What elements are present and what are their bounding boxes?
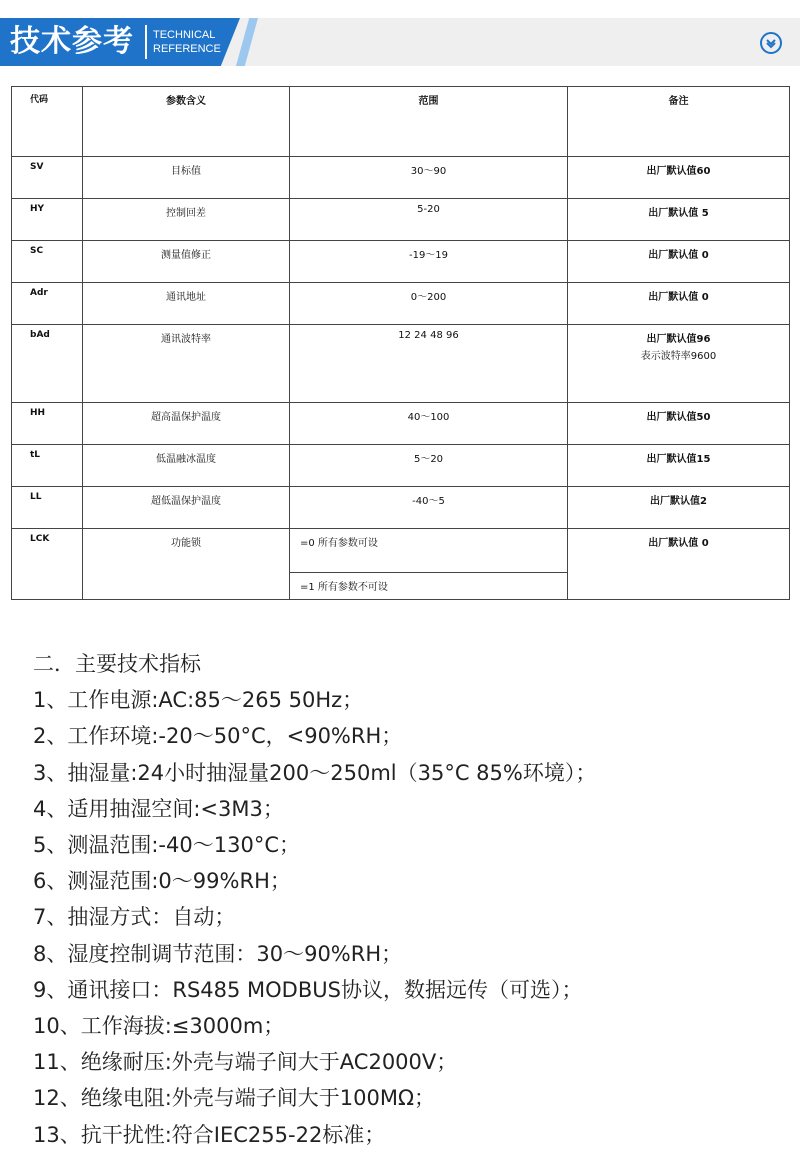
cell-code: HH	[12, 403, 83, 445]
cell-note: 出厂默认值 0	[568, 283, 790, 325]
header-note: 备注	[568, 87, 790, 157]
table-row	[12, 403, 790, 445]
technical-specifications	[33, 646, 793, 1153]
spec-item: 11、绝缘耐压:外壳与端子间大于AC2000V；	[33, 1050, 458, 1075]
table-row	[12, 199, 790, 241]
table-row	[12, 157, 790, 199]
cell-code: SC	[12, 241, 83, 283]
spec-item: 10、工作海拔:≤3000m；	[33, 1014, 285, 1039]
cell-note: 出厂默认值 0	[568, 241, 790, 283]
cell-meaning: 目标值	[83, 157, 290, 199]
cell-range: 5～20	[290, 445, 568, 487]
cell-meaning: 超高温保护温度	[83, 403, 290, 445]
table-row	[12, 487, 790, 529]
cell-meaning: 功能锁	[83, 529, 290, 600]
spec-item: 7、抽湿方式：自动；	[33, 905, 236, 930]
cell-range: -19～19	[290, 241, 568, 283]
cell-note: 出厂默认值60	[568, 157, 790, 199]
cell-note: 出厂默认值 0	[568, 529, 790, 600]
cell-range: =0 所有参数可设	[290, 529, 568, 573]
cell-note: 出厂默认值50	[568, 403, 790, 445]
section-title: 技术参考	[10, 24, 134, 59]
spec-item: 6、测湿范围:0～99%RH；	[33, 869, 291, 894]
header-code: 代码	[12, 87, 83, 157]
cell-code: bAd	[12, 325, 83, 403]
spec-item: 2、工作环境:-20～50°C，<90%RH；	[33, 724, 403, 749]
title-divider	[145, 25, 147, 59]
spec-item: 4、适用抽湿空间:<3M3；	[33, 796, 284, 821]
cell-code: LCK	[12, 529, 83, 600]
cell-code: HY	[12, 199, 83, 241]
cell-meaning: 低温融冰温度	[83, 445, 290, 487]
cell-range: 40～100	[290, 403, 568, 445]
cell-range: 30～90	[290, 157, 568, 199]
cell-note: 出厂默认值15	[568, 445, 790, 487]
cell-code: SV	[12, 157, 83, 199]
table-row	[12, 325, 790, 403]
cell-meaning: 控制回差	[83, 199, 290, 241]
cell-note-line-1: 出厂默认值96	[646, 334, 711, 345]
cell-code: LL	[12, 487, 83, 529]
spec-item: 12、绝缘电阻:外壳与端子间大于100MΩ；	[33, 1086, 436, 1111]
spec-item: 13、抗干扰性:符合IEC255-22标准；	[33, 1122, 386, 1147]
cell-note	[568, 325, 790, 403]
cell-range: 0～200	[290, 283, 568, 325]
cell-meaning: 通讯波特率	[83, 325, 290, 403]
cell-range: 12 24 48 96	[290, 325, 568, 403]
spec-item: 3、抽湿量:24小时抽湿量200～250ml（35°C 85%环境）；	[33, 760, 597, 785]
cell-meaning: 通讯地址	[83, 283, 290, 325]
table-row	[12, 529, 790, 573]
header-meaning: 参数含义	[83, 87, 290, 157]
cell-code: tL	[12, 445, 83, 487]
cell-meaning: 测量值修正	[83, 241, 290, 283]
chevron-down-icon-glyph	[762, 34, 780, 52]
spec-item: 8、湿度控制调节范围：30～90%RH；	[33, 941, 403, 966]
cell-note-line-2: 表示波特率9600	[640, 351, 717, 362]
cell-note: 出厂默认值 5	[568, 199, 790, 241]
parameter-table	[11, 86, 790, 600]
table-row	[12, 241, 790, 283]
cell-code: Adr	[12, 283, 83, 325]
cell-note: 出厂默认值2	[568, 487, 790, 529]
subtitle-line-2: REFERENCE	[153, 43, 221, 55]
chevron-down-icon[interactable]	[760, 32, 782, 54]
header-range: 范围	[290, 87, 568, 157]
section-header-banner	[0, 18, 800, 66]
spec-item: 9、通讯接口：RS485 MODBUS协议，数据远传（可选）；	[33, 977, 583, 1002]
cell-meaning: 超低温保护温度	[83, 487, 290, 529]
table-row	[12, 445, 790, 487]
cell-range-secondary: =1 所有参数不可设	[290, 573, 568, 600]
specs-heading: 二．主要技术指标	[33, 652, 201, 676]
spec-item: 5、测温范围:-40～130°C；	[33, 833, 300, 858]
cell-range: 5-20	[290, 199, 568, 241]
section-subtitle	[153, 28, 221, 56]
subtitle-line-1: TECHNICAL	[153, 29, 216, 41]
cell-range: -40～5	[290, 487, 568, 529]
table-header-row	[12, 87, 790, 157]
spec-item: 1、工作电源:AC:85～265 50Hz；	[33, 688, 364, 713]
table-row	[12, 283, 790, 325]
